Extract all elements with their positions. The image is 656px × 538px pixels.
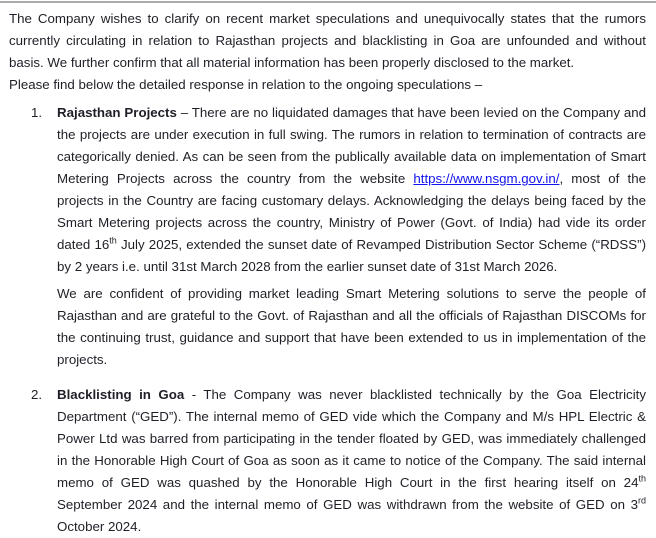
goa-paragraph — [57, 384, 646, 538]
list-item-number: 1. — [31, 105, 43, 120]
numbered-list — [9, 102, 646, 538]
rajasthan-text-before-link: There are no liquidated damages that have been levied on the Company and the projects are under execution in full swing. The rumors in relation to termination of contracts are categorically denied. As can be seen from the publically available data on implementation of Smart Metering Projects across the country from the website — [57, 105, 647, 186]
goa-text-part-2: September 2024 and the internal memo of GED was withdrawn from the website of GED on 3 — [57, 497, 638, 512]
intro-lead-line: Please find below the detailed response in relation to the ongoing speculations – — [9, 77, 483, 92]
list-item-body — [57, 384, 646, 538]
rajasthan-paragraph-2: We are confident of providing market leading Smart Metering solutions to serve the people of Rajasthan and are grateful to the Govt. of Rajasthan and all the officials of Rajasthan DISCOMs for the continuing trust, guidance and support that have been extended to us in implementation of the projects. — [57, 286, 646, 367]
rajasthan-text-after-link: , most of the projects in the Country are facing customary delays. Acknowledging the delays being faced by the Smart Metering projects across the country, Ministry of Power (Govt. of India) had vide its order dated 16 — [57, 171, 646, 252]
rajasthan-text-end: July 2025, extended the sunset date of Revamped Distribution Sector Scheme (“RDSS”) by 2 years i.e. until 31st March 2028 from the earlier sunset date of 31st March 2026. — [57, 237, 646, 274]
goa-text-part-3: October 2024. — [57, 519, 142, 534]
list-item-rajasthan-projects — [9, 102, 646, 371]
list-item-blacklisting-goa — [9, 384, 646, 538]
intro-paragraph: The Company wishes to clarify on recent market speculations and unequivocally states that the rumors currently circulating in relation to Rajasthan projects and blacklisting in Goa are unfounded and without basis. We further confirm that all material information has been properly disclosed to the market. — [9, 11, 646, 70]
list-item-title: Blacklisting in Goa — [57, 387, 185, 402]
ordinal-superscript: th — [109, 235, 117, 246]
list-item-body — [57, 102, 646, 371]
list-item-title: Rajasthan Projects — [57, 105, 177, 120]
list-item-number: 2. — [31, 387, 43, 402]
nsgm-website-link[interactable]: https://www.nsgm.gov.in/ — [413, 171, 560, 186]
goa-text-part-1: The Company was never blacklisted technically by the Goa Electricity Department (“GED”). The internal memo of GED vide which the Company and M/s HPL Electric & Power Ltd was barred from participating in the tender floated by GED, was immediately challenged in the Honorable High Court of Goa as soon as it came to notice of the Company. The said internal memo of GED was quashed by the Honorable High Court in the first hearing itself on 24 — [57, 387, 646, 490]
ordinal-superscript: th — [638, 473, 646, 484]
title-separator: - — [184, 387, 204, 402]
rajasthan-paragraph-1 — [57, 102, 646, 278]
title-separator: – — [176, 105, 192, 120]
document-body — [0, 3, 656, 538]
ordinal-superscript: rd — [637, 495, 646, 506]
